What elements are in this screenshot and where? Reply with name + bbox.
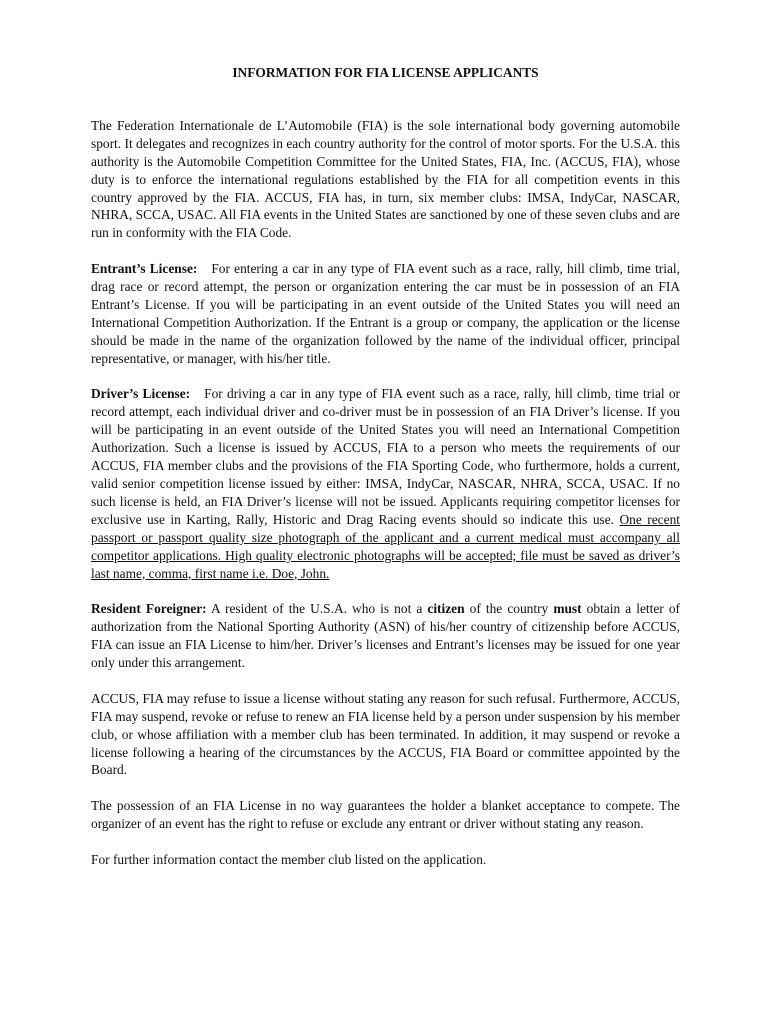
document-title: INFORMATION FOR FIA LICENSE APPLICANTS xyxy=(232,65,539,80)
refusal-paragraph: ACCUS, FIA may refuse to issue a license without stating any reason for such refusal. Furthermore, ACCUS, FIA may suspend, revoke or refuse to renew an FIA license held by a person under suspension by his member club, or whose affiliation with a member club has been terminated. In addition, it may suspend or revoke a license following a hearing of the circumstances by the ACCUS, FIA Board or committee appointed by the Board. xyxy=(91,690,680,778)
entrant-license-heading: Entrant’s License: xyxy=(91,261,198,277)
resident-text-a: A resident of the U.S.A. who is not a xyxy=(211,601,423,617)
driver-license-text: For driving a car in any type of FIA event such as a race, rally, hill climb, time trial or record attempt, each individual driver and co-driver must be in possession of an FIA Driver’s license. If you will be participating in an event outside of the United States you will need an International Competition Authorization. Such a license is issued by ACCUS, FIA to a person who meets the requirements of our ACCUS, FIA member clubs and the provisions of the FIA Sporting Code, who furthermore, holds a current, valid senior competition license issued by either: IMSA, IndyCar, NASCAR, NHRA, SCCA, USAC. If no such license is held, an FIA Driver’s license will not be issued. Applicants requiring competitor licenses for exclusive use in Karting, Rally, Historic and Drag Racing events should so indicate this use. xyxy=(91,386,680,527)
photo-requirement-text: One recent passport or passport quality size photograph of the applicant and a current medical must accompany all competitor applications. High quality electronic photographs will be accepted; file must be saved as driver’s last name, comma, first name i.e. Doe, John. xyxy=(91,511,680,581)
entrant-license-paragraph xyxy=(91,260,680,367)
resident-foreigner-paragraph xyxy=(91,600,680,672)
entrant-license-text: For entering a car in any type of FIA event such as a race, rally, hill climb, time trial, drag race or record attempt, the person or organization entering the car must be in possession of an FIA Entrant’s License. If you will be participating in an event outside of the United States you will need an International Competition Authorization. If the Entrant is a group or company, the application or the license should be made in the name of the organization followed by the name of the individual officer, principal representative, or manager, with his/her title. xyxy=(91,261,680,366)
must-emphasis: must xyxy=(553,601,582,617)
driver-license-heading: Driver’s License: xyxy=(91,386,191,402)
contact-paragraph: For further information contact the member club listed on the application. xyxy=(91,851,487,867)
driver-license-paragraph xyxy=(91,385,680,582)
citizen-emphasis: citizen xyxy=(427,601,465,617)
document-page xyxy=(91,64,680,887)
resident-foreigner-heading: Resident Foreigner: xyxy=(91,601,207,617)
resident-text-b: of the country xyxy=(469,601,549,617)
resident-text-c: obtain a letter of authorization from the National Sporting Authority (ASN) of his/her country of citizenship before ACCUS, FIA can issue an FIA License to him/her. Driver’s licenses and Entrant’s licenses may be issued for one year only under this arrangement. xyxy=(91,601,680,671)
possession-paragraph: The possession of an FIA License in no way guarantees the holder a blanket acceptance to compete. The organizer of an event has the right to refuse or exclude any entrant or driver without stating any reason. xyxy=(91,798,680,832)
intro-paragraph: The Federation Internationale de L’Automobile (FIA) is the sole international body governing automobile sport. It delegates and recognizes in each country authority for the control of motor sports. For the U.S.A. this authority is the Automobile Competition Committee for the United States, FIA, Inc. (ACCUS, FIA), whose duty is to enforce the international regulations established by the FIA for all competition events in this country approved by the FIA. ACCUS, FIA has, in turn, six member clubs: IMSA, IndyCar, NASCAR, NHRA, SCCA, USAC. All FIA events in the United States are sanctioned by one of these seven clubs and are run in conformity with the FIA Code. xyxy=(91,117,680,241)
